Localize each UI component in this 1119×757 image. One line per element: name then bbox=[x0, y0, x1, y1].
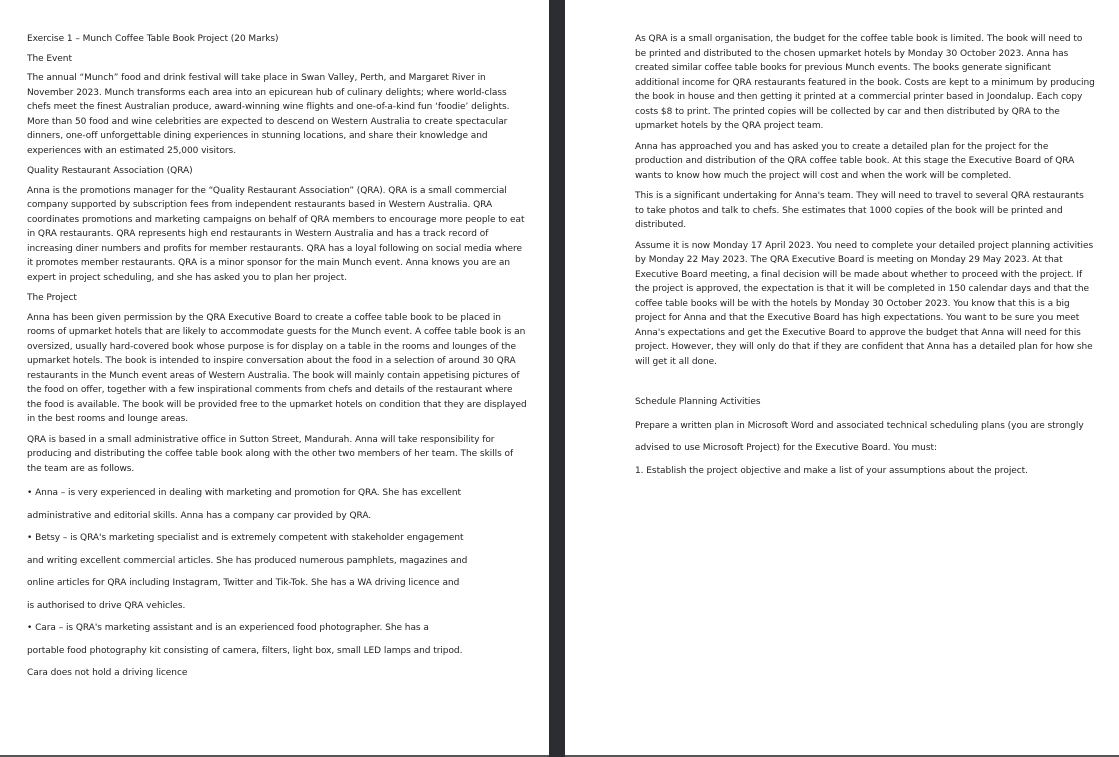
schedule-line: advised to use Microsoft Project) for the Executive Board. You must: bbox=[635, 443, 937, 453]
qra-heading: Quality Restaurant Association (QRA) bbox=[27, 166, 193, 176]
team-line: administrative and editorial skills. Anna has a company car provided by QRA. bbox=[27, 510, 372, 521]
team-line: online articles for QRA including Instagram, Twitter and Tik-Tok. She has a WA driving licence and bbox=[27, 578, 460, 588]
assume-paragraph: Assume it is now Monday 17 April 2023. You need to complete your detailed project planning activities by Monday 22 May 2023. The QRA Executive Board is meeting on Monday 29 May 2023. At that Executive Board meeting, a final decision will be made about whether to proceed with the project. If the project is approved, the expectation is that it will be completed in 150 calendar days and that the coffee table books will be with the hotels by Monday 30 October 2023. You know that this is a big project for Anna and that the Executive Board has high expectations. You want to be sure you meet Anna's expectations and get the Executive Board to approve the budget that Anna will need for this project. However, they will only do that if they are confident that Anna has a detailed plan for how she will get it all done. bbox=[635, 240, 1094, 367]
team-line: Cara does not hold a driving licence bbox=[27, 668, 188, 678]
team-line: • Cara – is QRA's marketing assistant and is an experienced food photographer. She has a bbox=[27, 623, 429, 633]
team-line: portable food photography kit consisting of camera, filters, light box, small LED lamps and tripod. bbox=[27, 645, 463, 656]
schedule-line: Prepare a written plan in Microsoft Word and associated technical scheduling plans (you are strongly bbox=[635, 420, 1084, 431]
team-line: is authorised to drive QRA vehicles. bbox=[27, 600, 186, 611]
event-heading: The Event bbox=[27, 53, 72, 64]
team-line: • Betsy – is QRA's marketing specialist and is extremely competent with stakeholder engagement bbox=[27, 533, 464, 543]
undertaking-paragraph: This is a significant undertaking for Anna's team. They will need to travel to several QRA restaurants to take photos and talk to chefs. She estimates that 1000 copies of the book will be printed and distributed. bbox=[635, 191, 1084, 230]
exercise-title: Exercise 1 – Munch Coffee Table Book Project (20 Marks) bbox=[27, 34, 279, 44]
plan-paragraph: Anna has approached you and has asked you to create a detailed plan for the project for the production and distribution of the QRA coffee table book. At this stage the Executive Board of QRA wants to know how much the project will cost and when the work will be completed. bbox=[635, 141, 1075, 181]
schedule-line: 1. Establish the project objective and make a list of your assumptions about the project. bbox=[635, 465, 1028, 476]
schedule-heading: Schedule Planning Activities bbox=[635, 397, 761, 407]
document-page-left bbox=[0, 0, 549, 757]
qra-paragraph: Anna is the promotions manager for the “Quality Restaurant Association” (QRA). QRA is a small commercial company supported by subscription fees from independent restaurants based in Western Australia. QRA coordinates promotions and marketing campaigns on behalf of QRA members to encourage more people to eat in QRA restaurants. QRA represents high end restaurants in Western Australia and has a track record of increasing diner numbers and profits for member restaurants. QRA has a loyal following on social media where it promotes member restaurants. QRA is a minor sponsor for the main Munch event. Anna knows you are an expert in project scheduling, and she has asked you to plan her project. bbox=[27, 185, 525, 283]
document-page-right bbox=[565, 0, 1119, 757]
project-paragraph: Anna has been given permission by the QRA Executive Board to create a coffee table book to be placed in rooms of upmarket hotels that are likely to accommodate guests for the Munch event. A coffee table book is an oversized, usually hard-covered book whose purpose is for display on a table in the rooms and lounges of the upmarket hotels. The book is intended to inspire conversation about the food in a selection of around 30 QRA restaurants in the Munch event areas of Western Australia. The book will mainly contain appetising pictures of the food on offer, together with a few inspirational comments from chefs and details of the restaurant where the food is available. The book will be provided free to the upmarket hotels on condition that they are displayed in the best rooms and lounge areas. bbox=[27, 312, 527, 424]
budget-paragraph: As QRA is a small organisation, the budget for the coffee table book is limited. The book will need to be printed and distributed to the chosen upmarket hotels by Monday 30 October 2023. Anna has created similar coffee table books for previous Munch events. The books generate significant additional income for QRA restaurants featured in the book. Costs are kept to a minimum by producing the book in house and then getting it printed at a commercial printer based in Joondalup. Each copy costs $8 to print. The printed copies will be collected by car and then distributed by QRA to the upmarket hotels by the QRA project team. bbox=[635, 34, 1095, 131]
project-heading: The Project bbox=[27, 293, 77, 303]
event-paragraph: The annual “Munch” food and drink festival will take place in Swan Valley, Perth, and Margaret River in November 2023. Munch transforms each area into an epicurean hub of culinary delights; where world-class chefs meet the finest Australian produce, award-winning wine flights and one-of-a-kind fun ‘foodie’ delights. More than 50 food and wine celebrities are expected to descend on Western Australia to create spectacular dinners, one-off unforgettable dining experiences in stunning locations, and share their knowledge and experiences with an estimated 25,000 visitors. bbox=[27, 73, 510, 156]
team-paragraph: QRA is based in a small administrative office in Sutton Street, Mandurah. Anna will take responsibility for producing and distributing the coffee table book along with the other two members of her team. The skills of the team are as follows. bbox=[27, 434, 514, 474]
team-line: • Anna – is very experienced in dealing with marketing and promotion for QRA. She has excellent bbox=[27, 488, 461, 498]
team-line: and writing excellent commercial articles. She has produced numerous pamphlets, magazines and bbox=[27, 555, 468, 566]
